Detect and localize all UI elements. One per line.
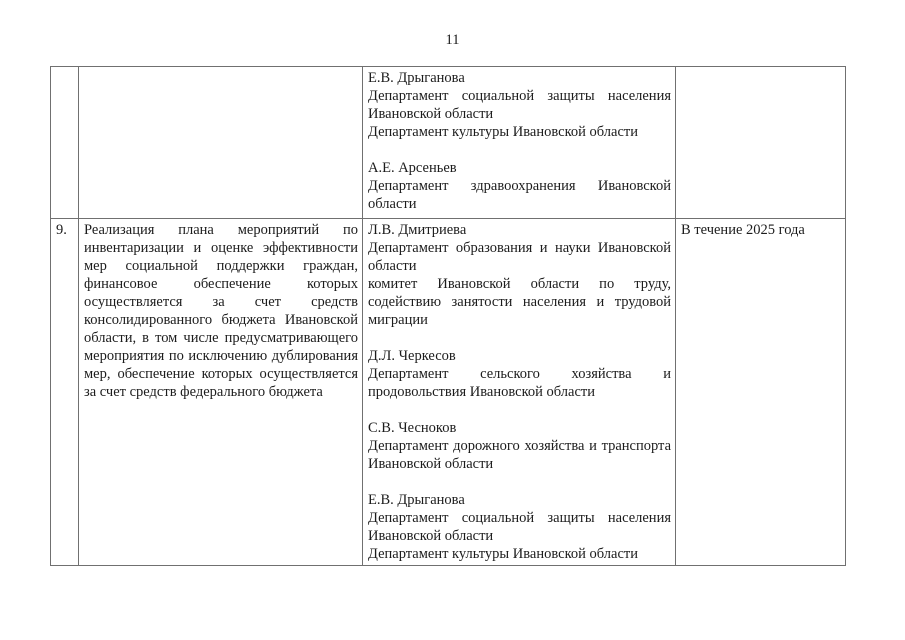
department: Департамент социальной защиты населения Ивановской области bbox=[368, 510, 671, 544]
person-name: Е.В. Дрыганова bbox=[368, 70, 465, 86]
person-name: Е.В. Дрыганова bbox=[368, 492, 465, 508]
table-row-continuation bbox=[51, 67, 846, 219]
person-name: С.В. Чесноков bbox=[368, 420, 457, 436]
row-number: 9. bbox=[56, 222, 67, 238]
responsible-cell bbox=[363, 67, 676, 219]
responsible-entry bbox=[368, 419, 671, 473]
department: Департамент социальной защиты населения Ивановской области bbox=[368, 88, 671, 122]
responsible-cell bbox=[363, 219, 676, 566]
responsible-entry bbox=[368, 159, 671, 213]
responsible-entry bbox=[368, 491, 671, 563]
deadline-cell bbox=[676, 67, 846, 219]
department: Департамент сельского хозяйства и продовольствия Ивановской области bbox=[368, 366, 671, 400]
page-number: 11 bbox=[445, 32, 460, 48]
responsible-entry bbox=[368, 69, 671, 141]
person-name: Д.Л. Черкесов bbox=[368, 348, 456, 364]
person-name: А.Е. Арсеньев bbox=[368, 160, 457, 176]
person-name: Л.В. Дмитриева bbox=[368, 222, 467, 238]
department: комитет Ивановской области по труду, содействию занятости населения и трудовой миграции bbox=[368, 276, 671, 328]
document-table bbox=[50, 66, 846, 566]
responsible-entry bbox=[368, 221, 671, 329]
row-number-cell bbox=[51, 67, 79, 219]
activity-text: Реализация плана мероприятий по инвентаризации и оценке эффективности мер социальной поддержки граждан, финансовое обеспечение которых осуществляется за счет средств консолидированного бюджета Ивановской области, в том числе предусматривающего мероприятия по исключению дублирования мер, обеспечение которых осуществляется за счет средств федерального бюджета bbox=[84, 222, 358, 400]
department: Департамент дорожного хозяйства и транспорта Ивановской области bbox=[368, 438, 671, 472]
responsible-entry bbox=[368, 347, 671, 401]
table-row-9 bbox=[51, 219, 846, 566]
row-number-cell bbox=[51, 219, 79, 566]
department: Департамент культуры Ивановской области bbox=[368, 124, 638, 140]
department: Департамент культуры Ивановской области bbox=[368, 546, 638, 562]
deadline-text: В течение 2025 года bbox=[681, 222, 805, 238]
activity-cell bbox=[79, 67, 363, 219]
deadline-cell bbox=[676, 219, 846, 566]
activity-cell bbox=[79, 219, 363, 566]
department: Департамент образования и науки Ивановской области bbox=[368, 240, 671, 274]
department: Департамент здравоохранения Ивановской области bbox=[368, 178, 671, 212]
